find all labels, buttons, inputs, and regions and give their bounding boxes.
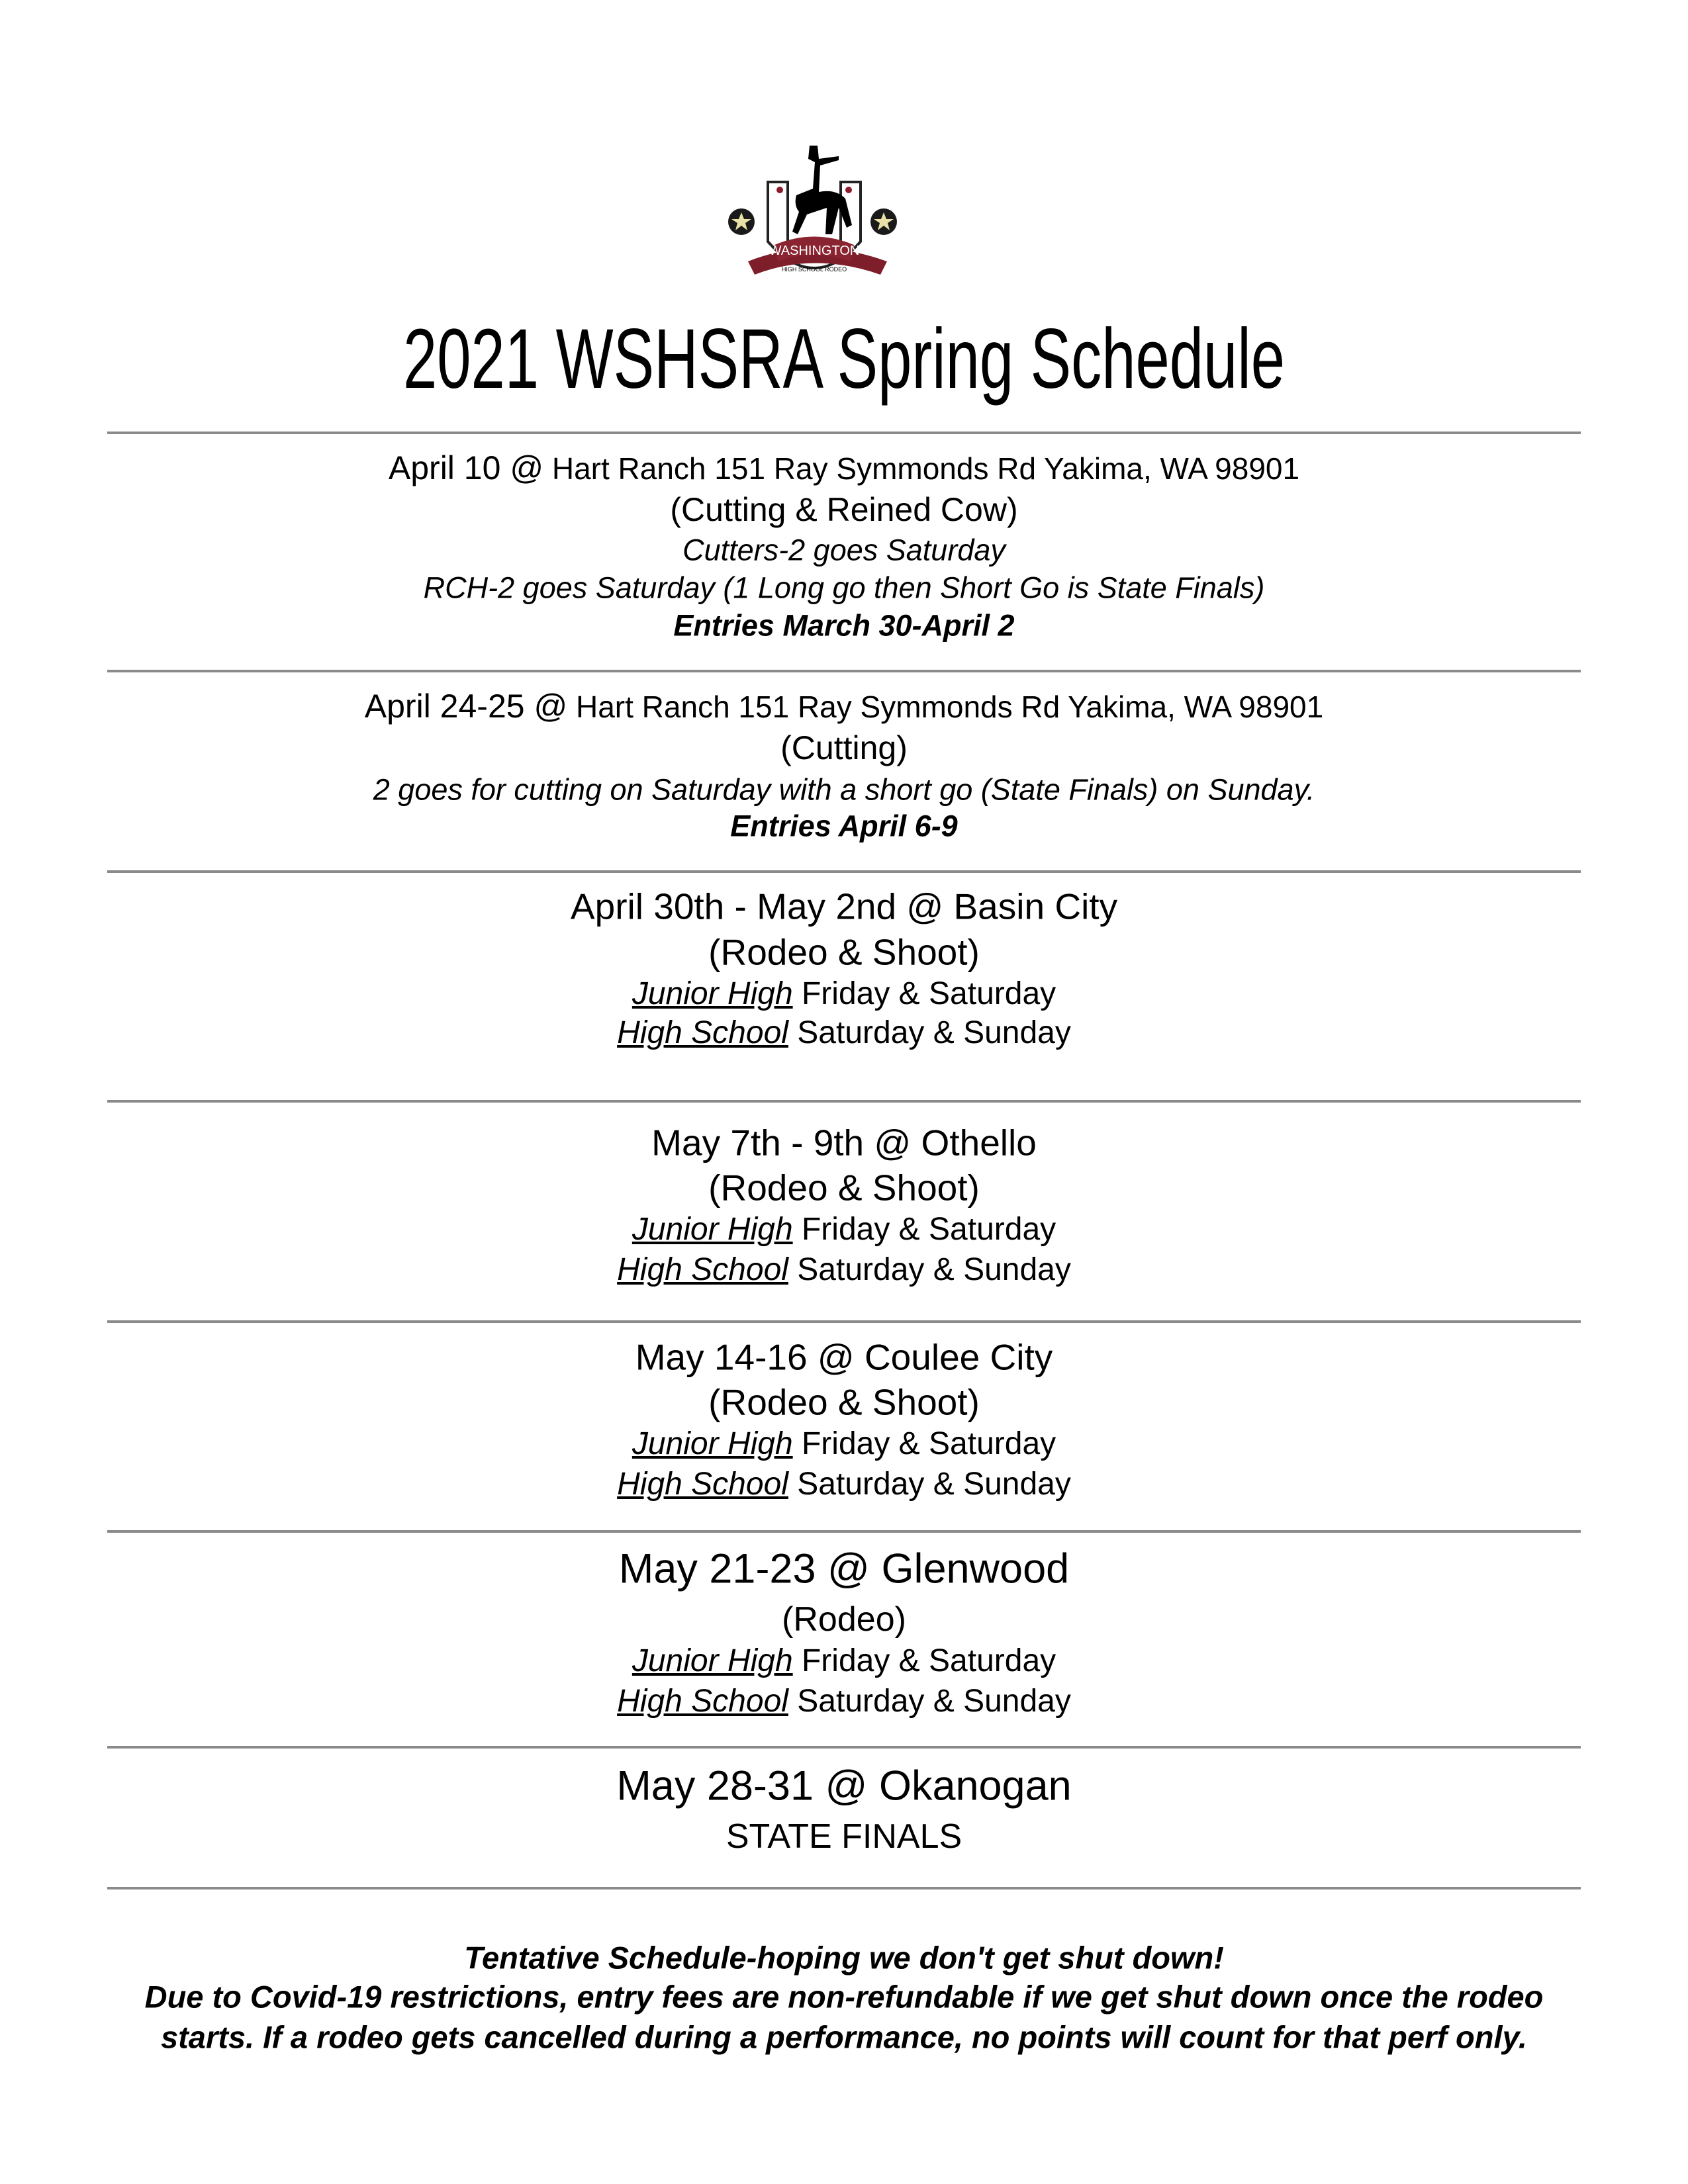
event-note: RCH-2 goes Saturday (1 Long go then Short Go is State Finals) <box>423 570 1265 605</box>
high-school-days: Saturday & Sunday <box>788 1467 1071 1502</box>
junior-high-label: Junior High <box>632 976 793 1011</box>
divider <box>107 1100 1581 1103</box>
high-school-label: High School <box>617 1015 788 1050</box>
divider <box>107 1887 1581 1889</box>
junior-high-label: Junior High <box>632 1643 793 1678</box>
event-date: April 24-25 @ <box>364 688 568 725</box>
divider <box>107 870 1581 873</box>
event-type: (Rodeo & Shoot) <box>708 1167 980 1208</box>
page-title: 2021 WSHSRA Spring Schedule <box>403 312 1285 406</box>
event-type: (Cutting) <box>780 729 908 766</box>
high-school-days: Saturday & Sunday <box>788 1252 1071 1287</box>
event-note: Cutters-2 goes Saturday <box>682 533 1006 567</box>
event-heading: May 21-23 @ Glenwood <box>618 1545 1070 1592</box>
event-heading: April 30th - May 2nd @ Basin City <box>570 886 1118 927</box>
logo-subtext: HIGH SCHOOL RODEO <box>781 266 847 273</box>
divider <box>107 1530 1581 1533</box>
event-date: April 10 @ <box>388 449 544 486</box>
divider <box>107 1320 1581 1323</box>
junior-high-label: Junior High <box>632 1426 793 1461</box>
event-note: 2 goes for cutting on Saturday with a short go (State Finals) on Sunday. <box>373 772 1315 807</box>
junior-high-days: Friday & Saturday <box>792 1426 1056 1461</box>
junior-high-days: Friday & Saturday <box>792 1643 1056 1678</box>
footer-line: Tentative Schedule-hoping we don't get shut down! <box>464 1940 1224 1976</box>
high-school-label: High School <box>617 1684 788 1719</box>
event-heading: May 14-16 @ Coulee City <box>635 1336 1053 1378</box>
event-type: (Rodeo) <box>782 1600 906 1639</box>
divider <box>107 432 1581 434</box>
event-type: (Rodeo & Shoot) <box>708 931 980 973</box>
event-location: Hart Ranch 151 Ray Symmonds Rd Yakima, WA 98901 <box>567 690 1324 724</box>
junior-high-label: Junior High <box>632 1212 793 1247</box>
event-type: (Rodeo & Shoot) <box>708 1381 980 1423</box>
junior-high-days: Friday & Saturday <box>792 976 1056 1011</box>
divider <box>107 670 1581 672</box>
junior-high-days: Friday & Saturday <box>792 1212 1056 1247</box>
high-school-label: High School <box>617 1252 788 1287</box>
event-heading: May 7th - 9th @ Othello <box>651 1122 1037 1163</box>
high-school-days: Saturday & Sunday <box>788 1015 1071 1050</box>
wshsra-logo <box>722 142 914 288</box>
divider <box>107 1746 1581 1749</box>
footer-line: Due to Covid-19 restrictions, entry fees are non-refundable if we get shut down once the rodeo <box>144 1979 1544 2015</box>
high-school-label: High School <box>617 1467 788 1502</box>
event-heading: May 28-31 @ Okanogan <box>616 1762 1072 1809</box>
event-entries: Entries March 30-April 2 <box>673 608 1015 643</box>
event-type: STATE FINALS <box>726 1817 962 1856</box>
event-entries: Entries April 6-9 <box>730 809 958 843</box>
event-location: Hart Ranch 151 Ray Symmonds Rd Yakima, WA 98901 <box>543 451 1300 486</box>
footer-line: starts. If a rodeo gets cancelled during a performance, no points will count for that perf only. <box>161 2019 1527 2055</box>
event-type: (Cutting & Reined Cow) <box>670 491 1018 528</box>
high-school-days: Saturday & Sunday <box>788 1684 1071 1719</box>
logo-text: WASHINGTON <box>769 244 860 258</box>
